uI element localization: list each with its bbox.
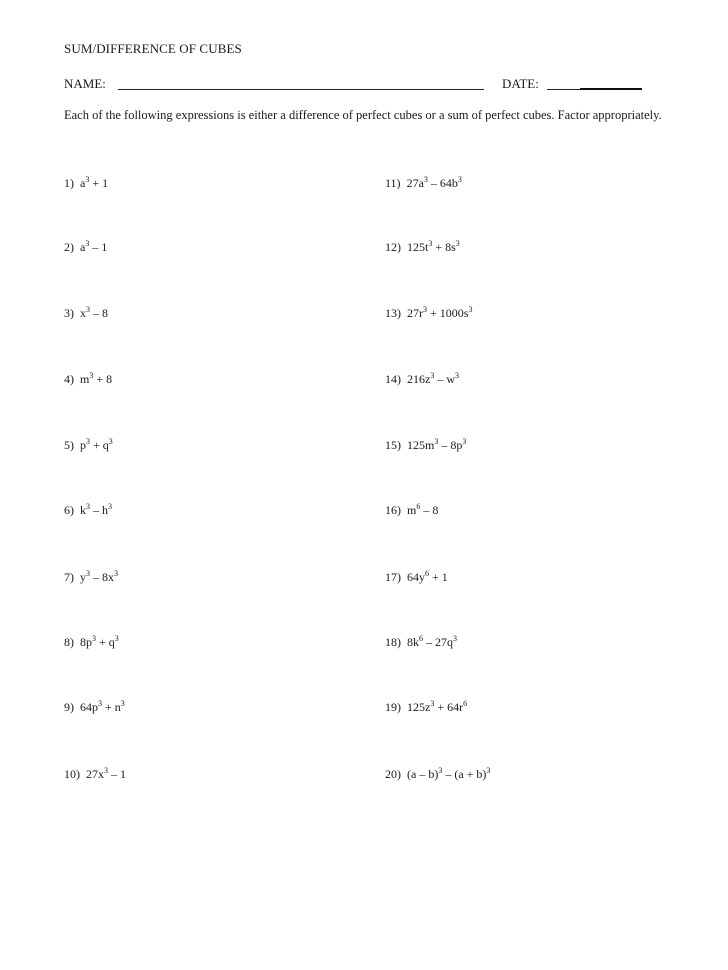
problem-4 [64,372,112,387]
problem-number: 8) [64,635,74,649]
problem-20 [385,767,490,782]
problem-17 [385,570,448,585]
problem-5 [64,438,113,453]
date-blank-line-bold [580,88,642,90]
problem-number: 14) [385,372,401,386]
problem-number: 11) [385,176,401,190]
problem-18 [385,635,457,650]
problem-expression: $8p^3 + q^3$ [80,634,119,649]
problem-number: 1) [64,176,74,190]
problem-number: 12) [385,240,401,254]
name-label: NAME: [64,76,106,91]
problem-number: 16) [385,503,401,517]
problem-3 [64,306,108,321]
problem-expression: $(a - b)^3 - (a + b)^3$ [407,766,491,781]
problem-12 [385,240,460,255]
problem-expression: $27a^3 - 64b^3$ [406,175,462,190]
problem-expression: $p^3 + q^3$ [80,437,113,452]
problem-14 [385,372,459,387]
problem-expression: $m^3 + 8$ [80,371,113,386]
problem-number: 17) [385,570,401,584]
problem-expression: $125t^3 + 8s^3$ [407,239,460,254]
problem-number: 13) [385,306,401,320]
problem-number: 5) [64,438,74,452]
problem-8 [64,635,119,650]
problem-13 [385,306,472,321]
problem-expression: $125m^3 - 8p^3$ [407,437,467,452]
name-blank-line [118,89,484,90]
problem-19 [385,700,467,715]
problem-2 [64,240,107,255]
problem-number: 4) [64,372,74,386]
problem-expression: $a^3 + 1$ [80,175,109,190]
problem-expression: $k^3 - h^3$ [80,502,112,517]
instructions: Each of the following expressions is either a difference of perfect cubes or a sum of perfect cubes. Factor appropriately. [64,108,662,122]
problem-10 [64,767,126,782]
problem-expression: $x^3 - 8$ [80,305,108,320]
problem-number: 2) [64,240,74,254]
problem-number: 18) [385,635,401,649]
problem-number: 19) [385,700,401,714]
problem-expression: $8k^6 - 27q^3$ [407,634,457,649]
problem-9 [64,700,125,715]
problem-number: 3) [64,306,74,320]
date-label: DATE: [502,76,539,91]
problem-expression: $125z^3 + 64r^6$ [407,699,468,714]
problem-6 [64,503,112,518]
problem-16 [385,503,438,518]
problem-number: 6) [64,503,74,517]
problem-number: 20) [385,767,401,781]
problem-expression: $y^3 - 8x^3$ [80,569,118,584]
problem-15 [385,438,466,453]
worksheet-title: SUM/DIFFERENCE OF CUBES [64,41,242,56]
problem-1 [64,176,108,191]
problem-number: 10) [64,767,80,781]
problem-expression: $a^3 - 1$ [80,239,108,254]
problem-number: 15) [385,438,401,452]
problem-expression: $27x^3 - 1$ [86,766,126,781]
problem-number: 7) [64,570,74,584]
problem-number: 9) [64,700,74,714]
problem-7 [64,570,118,585]
problem-expression: $64y^6 + 1$ [407,569,448,584]
problem-expression: $m^6 - 8$ [407,502,439,517]
problem-expression: $27r^3 + 1000s^3$ [407,305,473,320]
problem-11 [385,176,462,191]
problem-expression: $216z^3 - w^3$ [407,371,459,386]
problem-expression: $64p^3 + n^3$ [80,699,125,714]
